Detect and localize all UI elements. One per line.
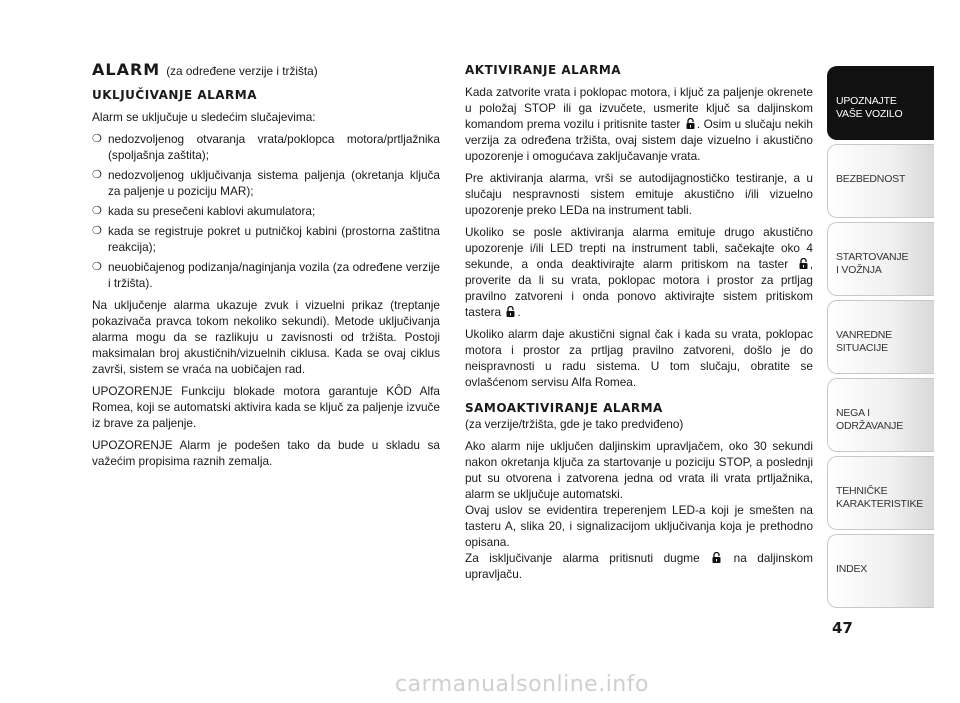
title-note: (za određene verzije i tržišta) <box>166 64 318 78</box>
left-column <box>92 62 440 475</box>
unlock-icon <box>686 118 695 129</box>
unlock-icon <box>506 306 515 317</box>
paragraph: Ukoliko alarm daje akustični signal čak i kada su vrata, poklopac motora i prostor za prtljag pravilno zatvoreni, došlo je do neispravnosti u radu sistema. U tom slučaju, obratite se ovlašćenom servisu Alfa Romea. <box>465 327 813 389</box>
text-run: na daljinskom upravljaču. <box>465 551 813 581</box>
text-run: Za isključivanje alarma pritisnuti dugme <box>465 551 700 565</box>
paragraph: Ako alarm nije uključen daljinskim upravljačem, oko 30 sekundi nakon okretanja ključa za startovanje u poziciju STOP, a poslednji put su otvorena i zatvorena jedna od vrata ili vrata prtljažnika, alarm se uključuje automatski. <box>465 439 813 501</box>
tab-tehnicke-karakteristike[interactable]: TEHNIČKE KARAKTERISTIKE <box>827 456 934 530</box>
paragraph <box>465 84 813 164</box>
paragraph: Na uključenje alarma ukazuje zvuk i vizuelni prikaz (treptanje pokazivača pravca tokom nekoliko sekundi). Metode uključivanja alarma mogu da se razlikuju u zavisnosti od tržišta. Postoji maksimalan broj akustičnih/vizuelnih ciklusa. Kada se ovaj ciklus završi, sistem se vraća na uobičajen rad. <box>92 298 440 376</box>
list-item: ❍ kada se registruje pokret u putničkoj kabini (prostorna zaštitna reakcija); <box>92 223 440 255</box>
paragraph: Pre aktiviranja alarma, vrši se autodijagnostičko testiranje, a u slučaju nespravnosti sistem emituje akustično i/ili vizuelno upozorenje preko LEDa na instrument tabli. <box>465 171 813 217</box>
page-number: 47 <box>832 619 853 637</box>
warning-paragraph: UPOZORENJE Alarm je podešen tako da bude u skladu sa važećim propisima raznih zemalja. <box>92 438 440 468</box>
section-title-row <box>92 62 440 79</box>
intro-text: Alarm se uključuje u sledećim slučajevima: <box>92 110 316 124</box>
unlock-icon <box>712 552 721 563</box>
warning-paragraph: UPOZORENJE Funkciju blokade motora garantuje KÔD Alfa Romea, koji se automatski aktivira kada se ključ za paljenje izvuče iz brave za paljenje. <box>92 384 440 430</box>
paragraph: Ovaj uslov se evidentira treperenjem LED-a koji je smešten na tasteru A, slika 20, i signalizacijom uključivanja koja je prethodno opisana. <box>465 503 813 549</box>
tab-bezbednost[interactable]: BEZBEDNOST <box>827 144 934 218</box>
unlock-icon <box>799 258 808 269</box>
tab-nega-i-odrzavanje[interactable]: NEGA I ODRŽAVANJE <box>827 378 934 452</box>
trigger-list <box>92 131 440 291</box>
text-run: , proverite da li su vrata, poklopac motora i prostor za prtljag pravilno zatvoreni i onda ponovo aktivirajte sistem pritiskom tastera <box>465 257 814 319</box>
heading-ukljucivanje: UKLJUČIVANJE ALARMA <box>92 88 258 102</box>
text-run: Ukoliko se posle aktiviranja alarma emituje drugo akustično upozorenje i/ili LED trepti na instrument tabli, sačekajte oko 4 sekunde, a onda deaktivirajte alarm pritiskom na taster <box>465 225 813 271</box>
chapter-tabs <box>827 66 934 612</box>
tab-upoznajte-vase-vozilo[interactable]: UPOZNAJTE VAŠE VOZILO <box>827 66 934 140</box>
list-item: ❍ neuobičajenog podizanja/naginjanja vozila (za određene verzije i tržišta). <box>92 259 440 291</box>
paragraph <box>465 224 813 320</box>
tab-startovanje-i-voznja[interactable]: STARTOVANJE I VOŽNJA <box>827 222 934 296</box>
list-item: ❍ kada su presečeni kablovi akumulatora; <box>92 203 440 219</box>
text-run: . <box>517 305 521 319</box>
text-run: Kada zatvorite vrata i poklopac motora, i ključ za paljenje okrenete u položaj STOP ili ga izvučete, usmerite ključ sa daljinskom komandom prema vozilu i pritisnite taster <box>465 85 813 131</box>
paragraph <box>465 550 813 582</box>
heading-note: (za verzije/tržišta, gde je tako predviđeno) <box>465 417 684 431</box>
heading-samoaktiviranje: SAMOAKTIVIRANJE ALARMA <box>465 401 663 415</box>
text-run: . Osim u slučaju nekih verzija za određena tržišta, ovaj sistem daje vizuelno i akustično upozorenje i omogućava zaključavanje vrata. <box>465 117 813 163</box>
list-item: ❍ nedozvoljenog otvaranja vrata/poklopca motora/prtljažnika (spoljašnja zaštita); <box>92 131 440 163</box>
tab-index[interactable]: INDEX <box>827 534 934 608</box>
heading-aktiviranje: AKTIVIRANJE ALARMA <box>465 63 622 77</box>
list-item: ❍ nedozvoljenog uključivanja sistema paljenja (okretanja ključa za paljenje u poziciju MAR); <box>92 167 440 199</box>
right-column <box>465 62 813 582</box>
tab-vanredne-situacije[interactable]: VANREDNE SITUACIJE <box>827 300 934 374</box>
page-title: ALARM <box>92 60 161 79</box>
watermark: carmanualsonline.info <box>395 672 649 697</box>
